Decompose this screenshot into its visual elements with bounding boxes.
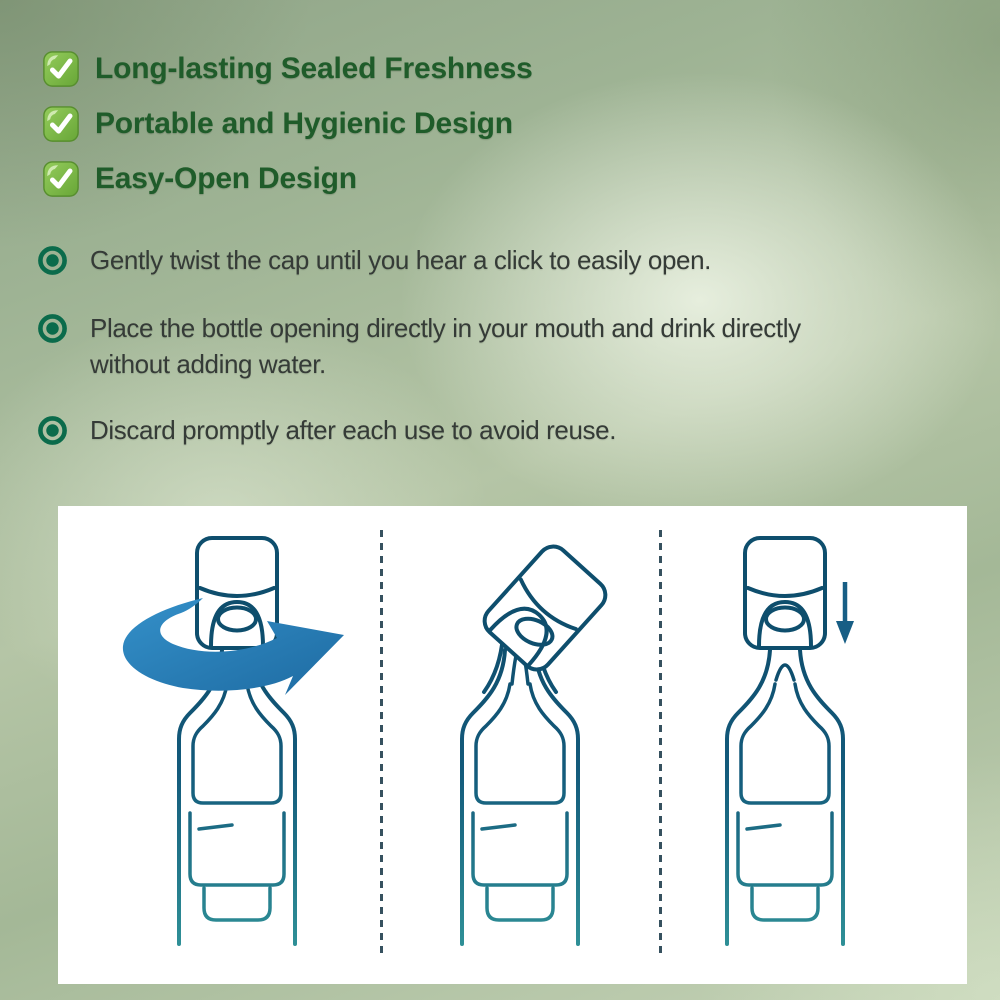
feature-label: Portable and Hygienic Design — [95, 107, 513, 140]
instruction-text: Gently twist the cap until you hear a click to easily open. — [90, 245, 711, 275]
checkbox-checked-icon — [42, 160, 80, 198]
feature-label: Easy-Open Design — [95, 162, 357, 195]
feature-label: Long-lasting Sealed Freshness — [95, 52, 533, 85]
bullet-target-icon — [36, 244, 69, 277]
down-arrow-icon — [836, 582, 854, 644]
checkbox-checked-icon — [42, 105, 80, 143]
checkbox-checked-icon — [42, 50, 80, 88]
bottle-twist-illustration — [112, 532, 362, 952]
usage-steps-panel — [58, 506, 967, 984]
instruction-item — [36, 412, 616, 448]
instruction-text: Place the bottle opening directly in your mouth and drink directly without adding water. — [90, 313, 801, 379]
dashed-divider — [380, 530, 383, 956]
bottle-open-illustration — [395, 532, 645, 952]
feature-item — [42, 48, 533, 90]
instruction-item — [36, 242, 711, 278]
bottle-drink-illustration — [660, 532, 910, 952]
bullet-target-icon — [36, 414, 69, 447]
feature-item — [42, 158, 357, 200]
bullet-target-icon — [36, 312, 69, 345]
feature-item — [42, 103, 513, 145]
instruction-item — [36, 310, 825, 382]
instruction-text: Discard promptly after each use to avoid reuse. — [90, 415, 617, 445]
